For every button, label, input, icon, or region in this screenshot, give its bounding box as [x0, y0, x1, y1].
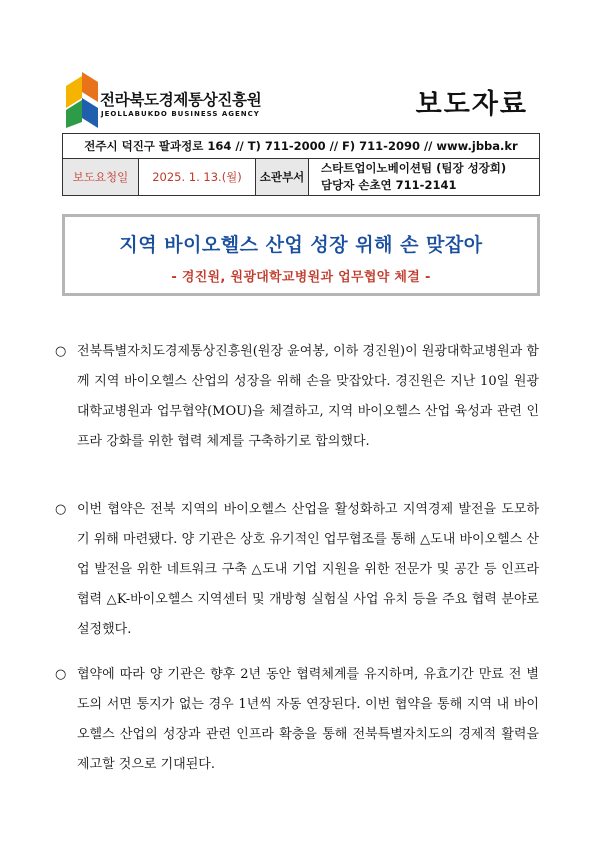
request-date-label: 보도요청일	[63, 159, 139, 195]
contact-line: 전주시 덕진구 팔과정로 164 // T) 711-2000 // F) 711-2090 // www.jbba.kr	[63, 134, 539, 159]
headline: 지역 바이오헬스 산업 성장 위해 손 맞잡아	[119, 234, 483, 256]
paragraph	[55, 660, 545, 780]
paragraph-text: 협약에 따라 양 기관은 향후 2년 동안 협력체계를 유지하며, 유효기간 만료 전 별도의 서면 통지가 없는 경우 1년씩 자동 연장된다. 이번 협약을 통해 지역 내 바이오헬스 산업의 성장과 관련 인프라 확충을 통해 전북특별자치도의 경제적 활력을 제고할 것으로 기대된다.	[77, 667, 539, 772]
dept-label: 소관부서	[256, 159, 309, 195]
request-date: 2025. 1. 13.(월)	[139, 159, 256, 195]
dept-name: 스타트업이노베이션팀 (팀장 성장희)	[321, 161, 507, 175]
bullet-circle: ○	[55, 502, 67, 517]
org-name: 전라북도경제통상진흥원	[100, 91, 262, 109]
paragraph	[55, 337, 545, 457]
paragraph-text: 이번 협약은 전북 지역의 바이오헬스 산업을 활성화하고 지역경제 발전을 도모하기 위해 마련됐다. 양 기관은 상호 유기적인 업무협조를 통해 △도내 바이오헬스 산업 발전을 위한 네트워크 구축 △도내 기업 지원을 위한 전문가 및 공간 등 인프라 협력 △K-바이오헬스 지역센터 및 개방형 실험실 사업 유치 등을 주요 협력 분야로 설정했다.	[77, 502, 539, 637]
bullet-circle: ○	[55, 344, 67, 359]
dept-cell	[309, 159, 539, 195]
doc-type-title: 보도자료	[415, 89, 528, 120]
subheadline: - 경진원, 원광대학교병원과 업무협약 체결 -	[171, 270, 431, 285]
bullet-circle: ○	[55, 667, 67, 682]
contact-person: 담당자 손초연 711-2141	[321, 178, 457, 192]
info-table	[62, 133, 540, 196]
agency-logo-icon	[62, 72, 98, 128]
org-name-en: JEOLLABUKDO BUSINESS AGENCY	[101, 110, 260, 118]
info-row	[63, 159, 539, 195]
paragraph	[55, 495, 545, 645]
paragraph-text: 전북특별자치도경제통상진흥원(원장 윤여봉, 이하 경진원)이 원광대학교병원과 함께 지역 바이오헬스 산업의 성장을 위해 손을 맞잡았다. 경진원은 지난 10일 원광대학교병원과 업무협약(MOU)을 체결하고, 지역 바이오헬스 산업 육성과 관련 인프라 강화를 위한 협력 체계를 구축하기로 합의했다.	[77, 344, 539, 449]
headline-box	[62, 214, 540, 296]
